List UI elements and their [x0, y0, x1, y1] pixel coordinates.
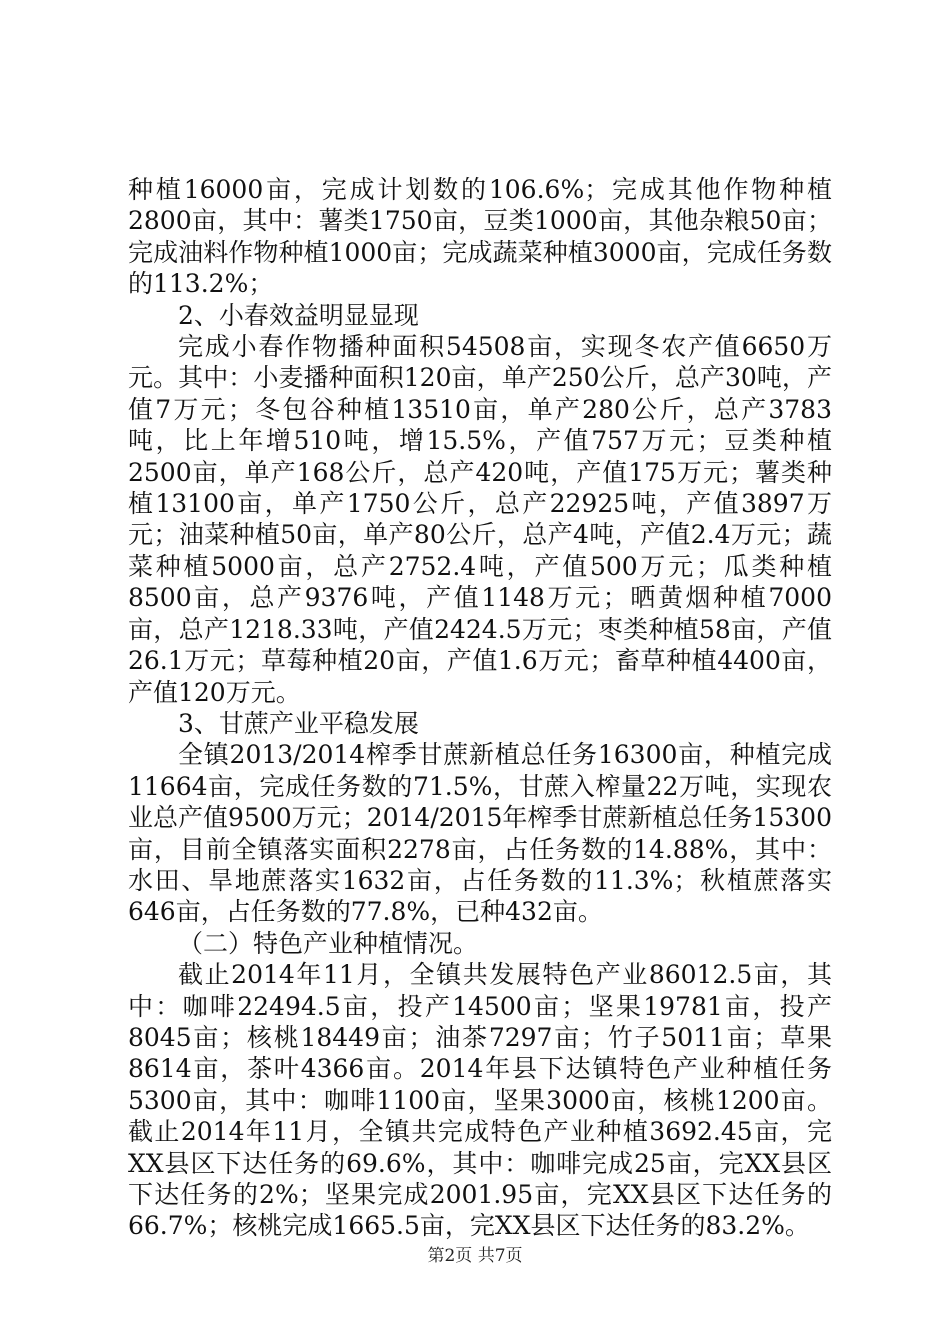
paragraph-spring-crops: 完成小春作物播种面积54508亩，实现冬农产值6650万元。其中：小麦播种面积120亩，单产250公斤，总产30吨，产值7万元；冬包谷种植13510亩，单产280公斤，总产3783吨，比上年增510吨，增15.5%，产值757万元；豆类种植2500亩，单产168公斤，总产420吨，产值175万元；薯类种植13100亩，单产1750公斤，总产22925吨，产值3897万元；油菜种植50亩，单产80公斤，总产4吨，产值2.4万元；蔬菜种植5000亩，总产2752.4吨，产值500万元；瓜类种植8500亩，总产9376吨，产值1148万元；晒黄烟种植7000亩，总产1218.33吨，产值2424.5万元；枣类种植58亩，产值26.1万元；草莓种植20亩，产值1.6万元；畜草种植4400亩，产值120万元。	[128, 332, 832, 707]
document-body	[128, 174, 832, 1242]
page-footer	[0, 1245, 950, 1267]
paragraph-specialty-industry: 截止2014年11月，全镇共发展特色产业86012.5亩，其中：咖啡22494.5亩，投产14500亩；坚果19781亩，投产8045亩；核桃18449亩；油茶7297亩；竹子5011亩；草果8614亩，茶叶4366亩。2014年县下达镇特色产业种植任务5300亩，其中：咖啡1100亩，坚果3000亩，核桃1200亩。截止2014年11月，全镇共完成特色产业种植3692.45亩，完XX县区下达任务的69.6%，其中：咖啡完成25亩，完XX县区下达任务的2%；坚果完成2001.95亩，完XX县区下达任务的66.7%；核桃完成1665.5亩，完XX县区下达任务的83.2%。	[128, 960, 832, 1241]
section-heading-spring-crops: 2、小春效益明显显现	[178, 300, 419, 330]
paragraph-continuation: 种植16000亩，完成计划数的106.6%；完成其他作物种植2800亩，其中：薯类1750亩，豆类1000亩，其他杂粮50亩；完成油料作物种植1000亩；完成蔬菜种植3000亩，完成任务数的113.2%；	[128, 175, 832, 299]
page-number: 第2页 共7页	[427, 1246, 523, 1266]
paragraph-sugarcane: 全镇2013/2014榨季甘蔗新植总任务16300亩，种植完成11664亩，完成任务数的71.5%，甘蔗入榨量22万吨，实现农业总产值9500万元；2014/2015年榨季甘蔗新植总任务15300亩，目前全镇落实面积2278亩，占任务数的14.88%，其中：水田、旱地蔗落实1632亩，占任务数的11.3%；秋植蔗落实646亩，占任务数的77.8%，已种432亩。	[128, 740, 832, 927]
section-heading-specialty-industry: （二）特色产业种植情况。	[178, 928, 479, 958]
section-heading-sugarcane: 3、甘蔗产业平稳发展	[178, 708, 419, 738]
